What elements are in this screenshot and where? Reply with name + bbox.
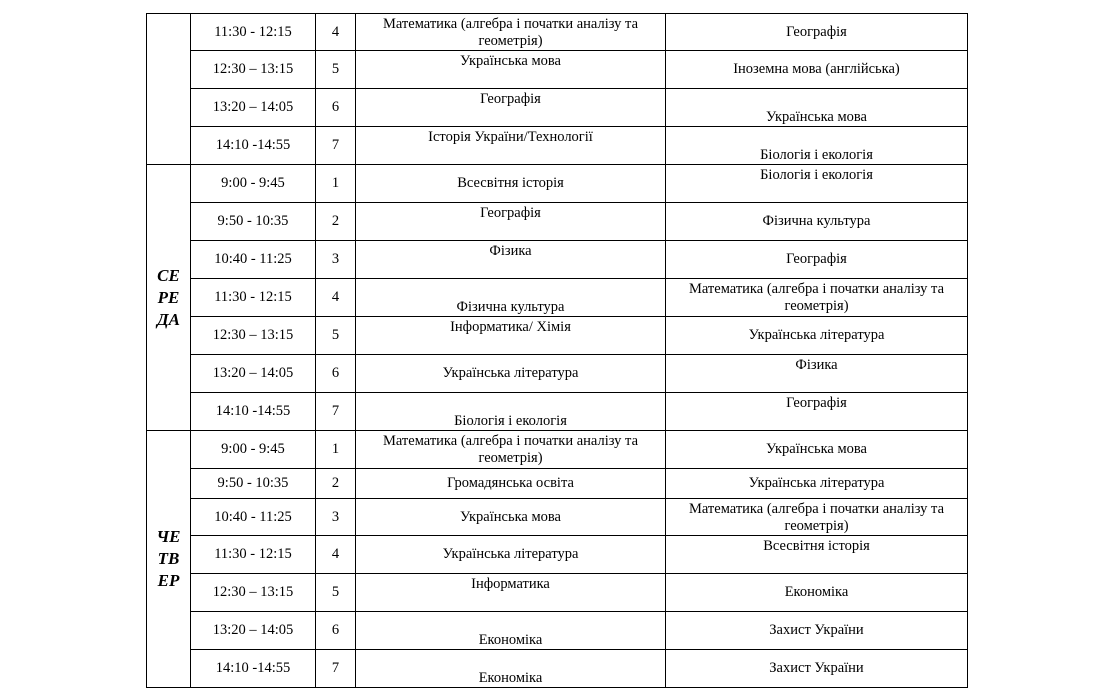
table-row (147, 536, 968, 574)
lesson-time: 9:00 - 9:45 (191, 431, 316, 469)
table-row (147, 279, 968, 317)
subject-text: Географія (786, 251, 847, 267)
lesson-number: 6 (316, 612, 356, 650)
day-label-part: ЕР (157, 571, 180, 590)
subject-class-a (356, 317, 666, 355)
day-label-part: СЕ (157, 265, 180, 285)
subject-class-b (666, 499, 968, 536)
table-row (147, 165, 968, 203)
subject-text: Українська мова (766, 109, 867, 125)
subject-text: Українська мова (460, 53, 561, 69)
lesson-time: 13:20 – 14:05 (191, 89, 316, 127)
lesson-number: 3 (316, 241, 356, 279)
table-row (147, 499, 968, 536)
subject-class-b (666, 393, 968, 431)
subject-class-b (666, 14, 968, 51)
lesson-number: 4 (316, 279, 356, 317)
day-label-part: ЧЕ (156, 527, 181, 546)
subject-text: Математика (алгебра і початки аналізу та геометрія) (382, 433, 639, 466)
lesson-time: 10:40 - 11:25 (191, 499, 316, 536)
subject-class-b (666, 431, 968, 469)
subject-class-a (356, 127, 666, 165)
subject-text: Математика (алгебра і початки аналізу та геометрія) (382, 16, 639, 49)
lesson-number: 5 (316, 574, 356, 612)
subject-class-a (356, 355, 666, 393)
subject-class-b (666, 241, 968, 279)
subject-class-b (666, 89, 968, 127)
lesson-time: 11:30 - 12:15 (191, 14, 316, 51)
subject-class-b (666, 469, 968, 499)
subject-class-a (356, 574, 666, 612)
subject-class-b (666, 317, 968, 355)
subject-text: Економіка (478, 670, 543, 686)
lesson-time: 12:30 – 13:15 (191, 51, 316, 89)
subject-text: Історія України/Технології (428, 129, 593, 145)
lesson-time: 9:00 - 9:45 (191, 165, 316, 203)
subject-text: Українська література (748, 327, 885, 343)
subject-class-b (666, 612, 968, 650)
schedule-table (146, 13, 968, 688)
lesson-number: 1 (316, 431, 356, 469)
subject-class-a (356, 89, 666, 127)
subject-text: Іноземна мова (англійська) (733, 61, 900, 77)
subject-text: Всесвітня історія (457, 175, 564, 191)
subject-class-b (666, 127, 968, 165)
lesson-time: 11:30 - 12:15 (191, 536, 316, 574)
subject-class-a (356, 612, 666, 650)
subject-text: Громадянська освіта (447, 475, 574, 491)
table-row (147, 650, 968, 688)
lesson-number: 7 (316, 393, 356, 431)
lesson-time: 13:20 – 14:05 (191, 612, 316, 650)
subject-text: Фізика (489, 243, 532, 259)
table-row (147, 612, 968, 650)
lesson-time: 13:20 – 14:05 (191, 355, 316, 393)
subject-class-a (356, 241, 666, 279)
subject-class-b (666, 355, 968, 393)
subject-text: Географія (786, 23, 847, 40)
lesson-number: 6 (316, 355, 356, 393)
lesson-number: 1 (316, 165, 356, 203)
subject-class-a (356, 165, 666, 203)
table-row (147, 241, 968, 279)
subject-text: Всесвітня історія (763, 538, 870, 554)
day-label-part: ДА (157, 309, 180, 329)
subject-class-b (666, 650, 968, 688)
subject-class-b (666, 203, 968, 241)
table-row (147, 393, 968, 431)
lesson-number: 5 (316, 317, 356, 355)
subject-class-a (356, 499, 666, 536)
subject-text: Українська мова (766, 441, 867, 457)
subject-text: Математика (алгебра і початки аналізу та геометрія) (688, 281, 945, 314)
subject-class-a (356, 650, 666, 688)
table-row (147, 355, 968, 393)
subject-text: Українська мова (460, 508, 561, 525)
subject-class-b (666, 51, 968, 89)
lesson-time: 11:30 - 12:15 (191, 279, 316, 317)
subject-class-a (356, 393, 666, 431)
subject-text: Біологія і екологія (454, 413, 567, 429)
subject-class-a (356, 51, 666, 89)
subject-class-a (356, 14, 666, 51)
subject-class-a (356, 203, 666, 241)
subject-class-b (666, 279, 968, 317)
subject-class-b (666, 536, 968, 574)
subject-class-a (356, 279, 666, 317)
table-row (147, 203, 968, 241)
day-label-cell (147, 431, 191, 688)
lesson-number: 4 (316, 536, 356, 574)
subject-text: Біологія і екологія (760, 167, 873, 183)
lesson-time: 9:50 - 10:35 (191, 203, 316, 241)
table-row (147, 574, 968, 612)
day-label-cell (147, 14, 191, 165)
lesson-time: 14:10 -14:55 (191, 650, 316, 688)
table-row (147, 14, 968, 51)
subject-text: Фізична культура (762, 213, 871, 229)
subject-text: Географія (480, 205, 541, 221)
lesson-time: 12:30 – 13:15 (191, 317, 316, 355)
subject-text: Українська література (748, 475, 885, 491)
table-row (147, 431, 968, 469)
lesson-number: 7 (316, 127, 356, 165)
subject-class-a (356, 431, 666, 469)
subject-text: Фізика (795, 357, 838, 373)
subject-text: Математика (алгебра і початки аналізу та геометрія) (688, 501, 945, 534)
subject-text: Українська література (442, 546, 579, 562)
lesson-number: 2 (316, 203, 356, 241)
schedule-body (147, 14, 968, 688)
lesson-time: 14:10 -14:55 (191, 393, 316, 431)
subject-text: Захист України (769, 622, 864, 638)
lesson-number: 2 (316, 469, 356, 499)
lesson-number: 3 (316, 499, 356, 536)
subject-class-b (666, 574, 968, 612)
subject-class-b (666, 165, 968, 203)
subject-text: Географія (480, 91, 541, 107)
table-row (147, 51, 968, 89)
lesson-number: 6 (316, 89, 356, 127)
subject-text: Фізична культура (456, 299, 565, 315)
subject-text: Географія (786, 395, 847, 411)
table-row (147, 89, 968, 127)
subject-class-a (356, 469, 666, 499)
table-row (147, 317, 968, 355)
lesson-time: 9:50 - 10:35 (191, 469, 316, 499)
lesson-number: 7 (316, 650, 356, 688)
day-label-cell (147, 165, 191, 431)
table-row (147, 127, 968, 165)
lesson-time: 10:40 - 11:25 (191, 241, 316, 279)
subject-text: Захист України (769, 660, 864, 676)
subject-text: Економіка (784, 584, 849, 600)
lesson-time: 14:10 -14:55 (191, 127, 316, 165)
subject-text: Українська література (442, 365, 579, 381)
lesson-number: 4 (316, 14, 356, 51)
subject-class-a (356, 536, 666, 574)
subject-text: Біологія і екологія (760, 147, 873, 163)
day-label-part: РЕ (157, 287, 180, 307)
subject-text: Інформатика/ Хімія (450, 319, 571, 335)
day-label-part: ТВ (157, 549, 180, 568)
subject-text: Економіка (478, 632, 543, 648)
lesson-number: 5 (316, 51, 356, 89)
table-row (147, 469, 968, 499)
subject-text: Інформатика (471, 576, 550, 592)
lesson-time: 12:30 – 13:15 (191, 574, 316, 612)
